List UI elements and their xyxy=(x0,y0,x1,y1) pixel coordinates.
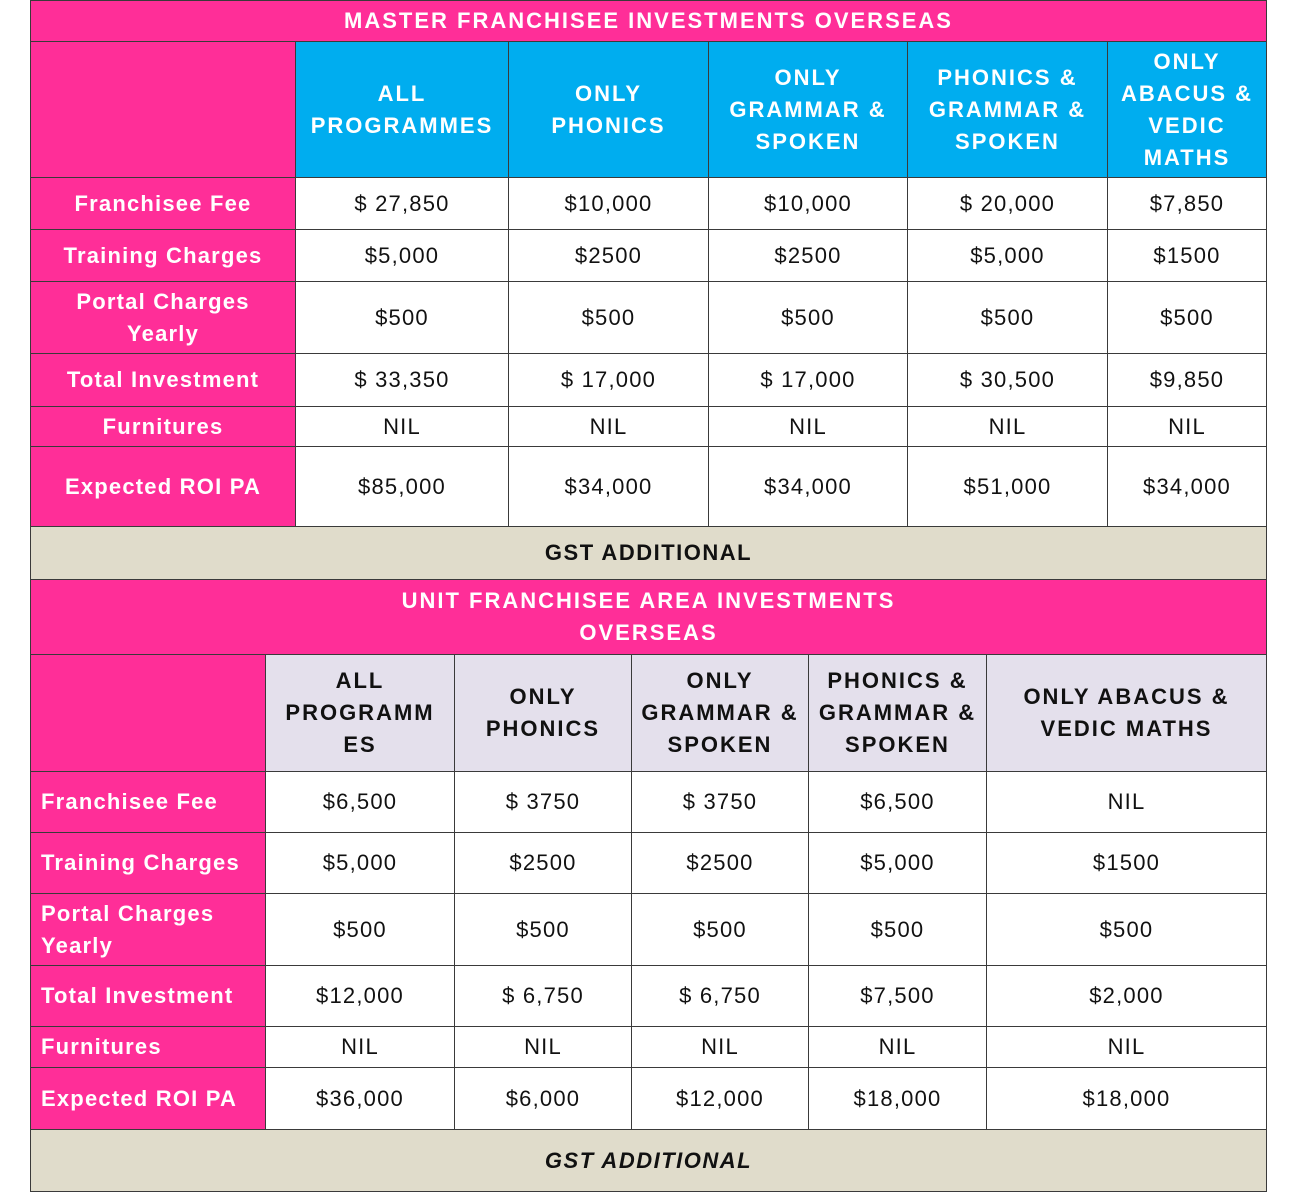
cell-value: $500 xyxy=(709,282,908,354)
cell-value: $5,000 xyxy=(809,833,987,894)
cell-value: $500 xyxy=(987,894,1267,966)
table-row xyxy=(31,447,1267,527)
table-row xyxy=(31,407,1267,447)
cell-value: $7,850 xyxy=(1108,178,1267,230)
cell-value: NIL xyxy=(1108,407,1267,447)
cell-value: $ 30,500 xyxy=(908,354,1108,407)
cell-value: $ 3750 xyxy=(455,772,632,833)
cell-value: $5,000 xyxy=(296,230,509,282)
table-row xyxy=(31,1068,1267,1130)
master-col-header: PHONICS & GRAMMAR & SPOKEN xyxy=(908,42,1108,178)
cell-value: $500 xyxy=(266,894,455,966)
cell-value: $500 xyxy=(809,894,987,966)
cell-value: NIL xyxy=(509,407,709,447)
table-row xyxy=(31,966,1267,1027)
table-row xyxy=(31,772,1267,833)
row-label: Training Charges xyxy=(31,833,266,894)
cell-value: $6,500 xyxy=(266,772,455,833)
cell-value: $12,000 xyxy=(632,1068,809,1130)
row-label: Franchisee Fee xyxy=(31,772,266,833)
cell-value: $1500 xyxy=(1108,230,1267,282)
row-label: Portal Charges Yearly xyxy=(31,282,296,354)
cell-value: $ 17,000 xyxy=(509,354,709,407)
table-row xyxy=(31,894,1267,966)
cell-value: $18,000 xyxy=(987,1068,1267,1130)
cell-value: $ 6,750 xyxy=(632,966,809,1027)
cell-value: $12,000 xyxy=(266,966,455,1027)
cell-value: $500 xyxy=(908,282,1108,354)
cell-value: $6,000 xyxy=(455,1068,632,1130)
row-label: Total Investment xyxy=(31,966,266,1027)
master-table-title: MASTER FRANCHISEE INVESTMENTS OVERSEAS xyxy=(31,1,1267,42)
cell-value: $ 6,750 xyxy=(455,966,632,1027)
row-label: Expected ROI PA xyxy=(31,447,296,527)
cell-value: NIL xyxy=(987,772,1267,833)
unit-franchisee-table xyxy=(30,579,1267,1192)
cell-value: $2,000 xyxy=(987,966,1267,1027)
row-label: Franchisee Fee xyxy=(31,178,296,230)
master-col-header: ONLY ABACUS & VEDIC MATHS xyxy=(1108,42,1267,178)
master-gst-note: GST ADDITIONAL xyxy=(31,527,1267,580)
cell-value: $500 xyxy=(455,894,632,966)
cell-value: $ 3750 xyxy=(632,772,809,833)
cell-value: NIL xyxy=(908,407,1108,447)
row-label: Furnitures xyxy=(31,1027,266,1068)
unit-table-title: UNIT FRANCHISEE AREA INVESTMENTS OVERSEAS xyxy=(31,580,1267,655)
cell-value: $ 20,000 xyxy=(908,178,1108,230)
cell-value: NIL xyxy=(455,1027,632,1068)
cell-value: $34,000 xyxy=(709,447,908,527)
cell-value: $500 xyxy=(509,282,709,354)
cell-value: NIL xyxy=(296,407,509,447)
unit-col-header: ONLY ABACUS & VEDIC MATHS xyxy=(987,655,1267,772)
cell-value: $1500 xyxy=(987,833,1267,894)
cell-value: $2500 xyxy=(709,230,908,282)
master-franchisee-table xyxy=(30,0,1267,580)
cell-value: $6,500 xyxy=(809,772,987,833)
cell-value: $9,850 xyxy=(1108,354,1267,407)
cell-value: $2500 xyxy=(509,230,709,282)
cell-value: $36,000 xyxy=(266,1068,455,1130)
unit-col-header: ALL PROGRAMM ES xyxy=(266,655,455,772)
master-col-header: ONLY GRAMMAR & SPOKEN xyxy=(709,42,908,178)
cell-value: $2500 xyxy=(632,833,809,894)
cell-value: $10,000 xyxy=(709,178,908,230)
cell-value: $34,000 xyxy=(509,447,709,527)
row-label: Training Charges xyxy=(31,230,296,282)
cell-value: $10,000 xyxy=(509,178,709,230)
table-row xyxy=(31,833,1267,894)
unit-col-header: ONLY PHONICS xyxy=(455,655,632,772)
cell-value: $ 27,850 xyxy=(296,178,509,230)
unit-header-corner xyxy=(31,655,266,772)
cell-value: $34,000 xyxy=(1108,447,1267,527)
master-header-corner xyxy=(31,42,296,178)
table-row xyxy=(31,282,1267,354)
cell-value: $51,000 xyxy=(908,447,1108,527)
table-row xyxy=(31,1027,1267,1068)
row-label: Portal Charges Yearly xyxy=(31,894,266,966)
table-row xyxy=(31,230,1267,282)
table-row xyxy=(31,354,1267,407)
unit-col-header: PHONICS & GRAMMAR & SPOKEN xyxy=(809,655,987,772)
unit-col-header: ONLY GRAMMAR & SPOKEN xyxy=(632,655,809,772)
master-col-header: ONLY PHONICS xyxy=(509,42,709,178)
cell-value: $18,000 xyxy=(809,1068,987,1130)
cell-value: NIL xyxy=(987,1027,1267,1068)
master-col-header: ALL PROGRAMMES xyxy=(296,42,509,178)
cell-value: $500 xyxy=(296,282,509,354)
cell-value: $5,000 xyxy=(266,833,455,894)
cell-value: $ 17,000 xyxy=(709,354,908,407)
unit-gst-note: GST ADDITIONAL xyxy=(31,1130,1267,1192)
row-label: Expected ROI PA xyxy=(31,1068,266,1130)
cell-value: $85,000 xyxy=(296,447,509,527)
row-label: Furnitures xyxy=(31,407,296,447)
table-row xyxy=(31,178,1267,230)
cell-value: $ 33,350 xyxy=(296,354,509,407)
cell-value: $5,000 xyxy=(908,230,1108,282)
cell-value: $2500 xyxy=(455,833,632,894)
cell-value: $7,500 xyxy=(809,966,987,1027)
cell-value: NIL xyxy=(632,1027,809,1068)
cell-value: NIL xyxy=(266,1027,455,1068)
cell-value: NIL xyxy=(809,1027,987,1068)
row-label: Total Investment xyxy=(31,354,296,407)
cell-value: NIL xyxy=(709,407,908,447)
cell-value: $500 xyxy=(1108,282,1267,354)
cell-value: $500 xyxy=(632,894,809,966)
